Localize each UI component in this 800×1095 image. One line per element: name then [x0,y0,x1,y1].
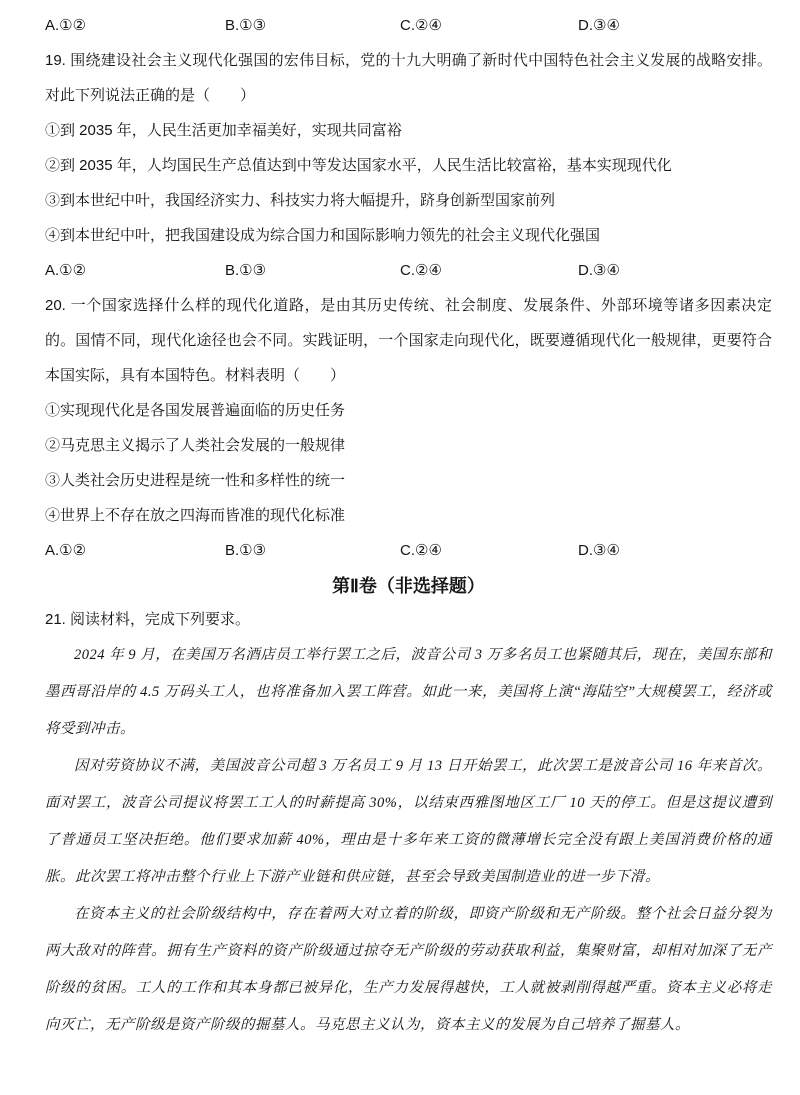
question-21-lead: 21. 阅读材料，完成下列要求。 [45,611,251,628]
option-d: D.③④ [578,542,620,559]
question-19-stem: 19. 围绕建设社会主义现代化强国的宏伟目标，党的十九大明确了新时代中国特色社会主义发展的战略安排。对此下列说法正确的是（ ） [45,52,772,104]
question-19-item-4: ④到本世纪中叶，把我国建设成为综合国力和国际影响力领先的社会主义现代化强国 [45,227,601,244]
answer-options-row-q20 [45,533,772,568]
question-20-item-3: ③人类社会历史进程是统一性和多样性的统一 [45,472,346,489]
option-c: C.②④ [400,17,442,34]
option-a: A.①② [45,542,87,559]
question-19-item-2: ②到 2035 年，人均国民生产总值达到中等发达国家水平，人民生活比较富裕，基本实现现代化 [45,157,672,174]
option-c: C.②④ [400,262,442,279]
answer-options-row-q19 [45,253,772,288]
option-a: A.①② [45,262,87,279]
option-d: D.③④ [578,17,620,34]
question-19-item-3: ③到本世纪中叶，我国经济实力、科技实力将大幅提升，跻身创新型国家前列 [45,192,556,209]
question-20-item-2: ②马克思主义揭示了人类社会发展的一般规律 [45,437,346,454]
question-21-material [45,637,772,1044]
option-b: B.①③ [225,262,267,279]
option-d: D.③④ [578,262,620,279]
option-a: A.①② [45,17,87,34]
option-b: B.①③ [225,542,267,559]
material-paragraph-2: 因对劳资协议不满，美国波音公司超 3 万名员工 9 月 13 日开始罢工，此次罢工是波音公司 16 年来首次。面对罢工，波音公司提议将罢工工人的时薪提高 30%，以结束西雅图地区工厂 10 天的停工。但是这提议遭到了普通员工坚决拒绝。他们要求加薪 40%，理由是十多年来工资的微薄增长完全没有跟上美国消费价格的通胀。此次罢工将冲击整个行业上下游产业链和供应链，甚至会导致美国制造业的进一步下滑。 [45,758,772,885]
material-paragraph-1: 2024 年 9 月，在美国万名酒店员工举行罢工之后，波音公司 3 万多名员工也紧随其后，现在，美国东部和墨西哥沿岸的 4.5 万码头工人，也将准备加入罢工阵营。如此一来，美国将上演“海陆空”大规模罢工，经济或将受到冲击。 [45,647,772,737]
question-20-item-1: ①实现现代化是各国发展普遍面临的历史任务 [45,402,346,419]
section-2-heading: 第Ⅱ卷（非选择题） [332,576,485,596]
question-20-stem: 20. 一个国家选择什么样的现代化道路，是由其历史传统、社会制度、发展条件、外部环境等诸多因素决定的。国情不同，现代化途径也会不同。实践证明，一个国家走向现代化，既要遵循现代化一般规律，更要符合本国实际，具有本国特色。材料表明（ ） [45,297,772,384]
question-19-item-1: ①到 2035 年，人民生活更加幸福美好，实现共同富裕 [45,122,402,139]
question-20-item-4: ④世界上不存在放之四海而皆准的现代化标准 [45,507,346,524]
option-c: C.②④ [400,542,442,559]
material-paragraph-3: 在资本主义的社会阶级结构中，存在着两大对立着的阶级，即资产阶级和无产阶级。整个社会日益分裂为两大敌对的阵营。拥有生产资料的资产阶级通过掠夺无产阶级的劳动获取利益，集聚财富，却相对加深了无产阶级的贫困。工人的工作和其本身都已被异化，生产力发展得越快，工人就被剥削得越严重。资本主义必将走向灭亡，无产阶级是资产阶级的掘墓人。马克思主义认为，资本主义的发展为自己培养了掘墓人。 [45,906,772,1033]
option-b: B.①③ [225,17,267,34]
answer-options-row-q18 [45,8,772,43]
